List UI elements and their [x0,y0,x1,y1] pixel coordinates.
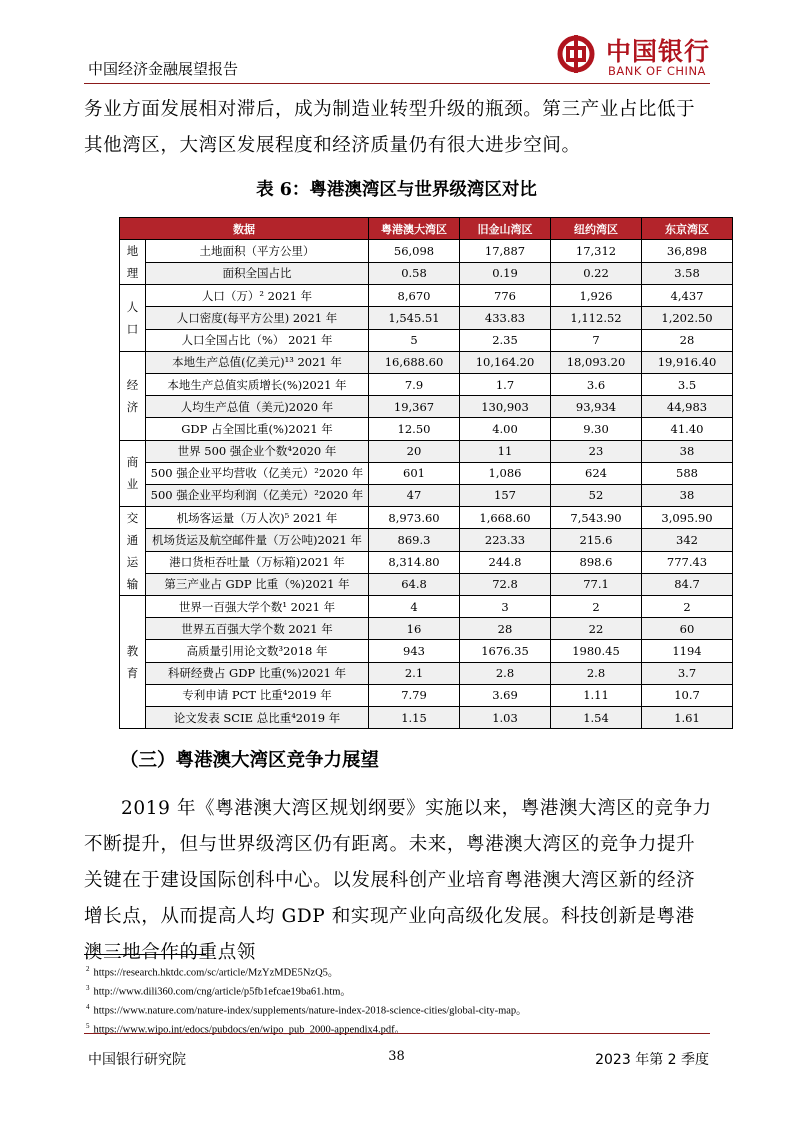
value-cell: 16,688.60 [369,351,460,373]
value-cell: 244.8 [460,551,551,573]
value-cell: 1.61 [642,707,733,729]
value-cell: 898.6 [551,551,642,573]
footer-institute: 中国银行研究院 [88,1052,186,1068]
row-label: 人口密度(每平方公里) 2021 年 [146,307,369,329]
category-cell [120,351,146,440]
value-cell: 47 [369,484,460,506]
value-cell: 130,903 [460,396,551,418]
footer-divider [84,1033,710,1034]
footnote-mark: 2 [86,965,90,973]
value-cell: 1.11 [551,684,642,706]
value-cell: 601 [369,462,460,484]
value-cell: 1.03 [460,707,551,729]
value-cell: 777.43 [642,551,733,573]
table-row [120,551,733,573]
value-cell: 2.1 [369,662,460,684]
paragraph-outlook: 2019 年《粤港澳大湾区规划纲要》实施以来，粤港澳大湾区的竞争力不断提升，但与世界级湾区仍有距离。未来，粤港澳大湾区的竞争力提升关键在于建设国际创科中心。以发展科创产业培育粤港澳大湾区新的经济增长点，从而提高人均 GDP 和实现产业向高级化发展。科技创新是粤港澳三地合作的重点领 [84,798,712,963]
value-cell: 38 [642,484,733,506]
value-cell: 20 [369,440,460,462]
category-label: 人 口 [126,299,139,336]
value-cell: 44,983 [642,396,733,418]
value-cell: 1194 [642,640,733,662]
value-cell: 12.50 [369,418,460,440]
value-cell: 7.9 [369,373,460,395]
bank-logo [556,30,712,82]
value-cell: 16 [369,618,460,640]
table-row [120,596,733,618]
row-label: 本地生产总值(亿美元)¹³ 2021 年 [146,351,369,373]
value-cell: 84.7 [642,573,733,595]
value-cell: 1.54 [551,707,642,729]
value-cell: 8,973.60 [369,507,460,529]
header-cell: 东京湾区 [642,218,733,240]
table-row [120,573,733,595]
row-label: 第三产业占 GDP 比重（%)2021 年 [146,573,369,595]
value-cell: 36,898 [642,240,733,263]
value-cell: 943 [369,640,460,662]
value-cell: 1,926 [551,285,642,307]
value-cell: 0.58 [369,262,460,285]
logo-chinese-text: 中国银行 [606,37,711,66]
value-cell: 38 [642,440,733,462]
value-cell: 28 [642,329,733,351]
value-cell: 2 [642,596,733,618]
bank-of-china-logo-icon [556,34,596,74]
value-cell: 41.40 [642,418,733,440]
table-row [120,640,733,662]
value-cell: 4.00 [460,418,551,440]
category-cell [120,240,146,285]
row-label: 论文发表 SCIE 总比重⁴2019 年 [146,707,369,729]
section-title: （三）粤港澳大湾区竞争力展望 [120,750,380,771]
row-label: 世界一百强大学个数¹ 2021 年 [146,596,369,618]
page-number: 38 [388,1049,405,1064]
row-label: 世界 500 强企业个数⁴2020 年 [146,440,369,462]
value-cell: 4,437 [642,285,733,307]
value-cell: 72.8 [460,573,551,595]
value-cell: 10,164.20 [460,351,551,373]
row-label: 机场货运及航空邮件量（万公吨)2021 年 [146,529,369,551]
footnote-mark: 5 [86,1022,90,1031]
header-cell: 数据 [120,218,369,240]
value-cell: 19,367 [369,396,460,418]
category-cell [120,507,146,596]
row-label: 专利申请 PCT 比重⁴2019 年 [146,684,369,706]
value-cell: 5 [369,329,460,351]
value-cell: 23 [551,440,642,462]
category-label: 地 理 [126,244,139,281]
value-cell: 19,916.40 [642,351,733,373]
value-cell: 1,202.50 [642,307,733,329]
table-row [120,418,733,440]
table-row [120,396,733,418]
logo-english-text: BANK OF CHINA [608,64,706,78]
footnote-link[interactable]: https://www.wipo.int/edocs/pubdocs/en/wipo_pub_2000-appendix4.pdf。 [93,1024,406,1036]
value-cell: 869.3 [369,529,460,551]
report-title: 中国经济金融展望报告 [88,60,239,78]
category-label: 交 通 运 输 [126,511,139,592]
value-cell: 223.33 [460,529,551,551]
row-label: 面积全国占比 [146,262,369,285]
footnote-link[interactable]: https://www.nature.com/nature-index/supplements/nature-index-2018-science-cities/global-city-map。 [93,1005,527,1017]
table-row [120,262,733,285]
table-row [120,373,733,395]
value-cell: 17,887 [460,240,551,263]
value-cell: 3.58 [642,262,733,285]
value-cell: 8,314.80 [369,551,460,573]
row-label: 世界五百强大学个数 2021 年 [146,618,369,640]
row-label: 土地面积（平方公里） [146,240,369,263]
footnote-link[interactable]: http://www.dili360.com/cng/article/p5fb1efcae19ba61.htm。 [93,986,351,998]
footnote [86,1019,527,1038]
value-cell: 3.6 [551,373,642,395]
paragraph-intro: 务业方面发展相对滞后，成为制造业转型升级的瓶颈。第三产业占比低于其他湾区，大湾区发展程度和经济质量仍有很大进步空间。 [84,99,696,156]
value-cell: 624 [551,462,642,484]
value-cell: 2.8 [460,662,551,684]
footnote-mark: 4 [86,1003,90,1012]
value-cell: 3 [460,596,551,618]
value-cell: 56,098 [369,240,460,263]
value-cell: 7,543.90 [551,507,642,529]
value-cell: 433.83 [460,307,551,329]
table-row [120,462,733,484]
value-cell: 8,670 [369,285,460,307]
value-cell: 3.7 [642,662,733,684]
category-cell [120,596,146,729]
value-cell: 60 [642,618,733,640]
row-label: 机场客运量（万人次)⁵ 2021 年 [146,507,369,529]
value-cell: 342 [642,529,733,551]
value-cell: 3.69 [460,684,551,706]
category-label: 商 业 [126,455,139,492]
table-row [120,684,733,706]
row-label: 高质量引用论文数³2018 年 [146,640,369,662]
footnote-link[interactable]: https://research.hktdc.com/sc/article/MzYzMDE5NzQ5。 [93,967,339,979]
row-label: 人口全国占比（%） 2021 年 [146,329,369,351]
table-row [120,329,733,351]
footnote [86,981,527,1000]
value-cell: 77.1 [551,573,642,595]
table-row [120,484,733,506]
value-cell: 2 [551,596,642,618]
value-cell: 7.79 [369,684,460,706]
row-label: 科研经费占 GDP 比重(%)2021 年 [146,662,369,684]
table-row [120,707,733,729]
value-cell: 1,086 [460,462,551,484]
value-cell: 11 [460,440,551,462]
category-label: 经 济 [126,377,139,414]
table-row [120,240,733,263]
footnote [86,962,527,981]
table-row [120,618,733,640]
row-label: 500 强企业平均营收（亿美元）²2020 年 [146,462,369,484]
value-cell: 1,545.51 [369,307,460,329]
value-cell: 215.6 [551,529,642,551]
table-title: 表 6：粤港澳湾区与世界级湾区对比 [256,180,537,200]
value-cell: 1,112.52 [551,307,642,329]
value-cell: 52 [551,484,642,506]
value-cell: 3.5 [642,373,733,395]
value-cell: 1676.35 [460,640,551,662]
table-row [120,307,733,329]
value-cell: 7 [551,329,642,351]
footer-quarter: 2023 年第 2 季度 [595,1052,709,1068]
value-cell: 3,095.90 [642,507,733,529]
bay-area-comparison-table [119,217,733,729]
footnote-divider [84,954,206,955]
value-cell: 93,934 [551,396,642,418]
value-cell: 28 [460,618,551,640]
value-cell: 2.8 [551,662,642,684]
value-cell: 2.35 [460,329,551,351]
value-cell: 17,312 [551,240,642,263]
category-cell [120,285,146,352]
value-cell: 1.15 [369,707,460,729]
value-cell: 0.22 [551,262,642,285]
row-label: 本地生产总值实质增长(%)2021 年 [146,373,369,395]
category-cell [120,440,146,507]
header-divider [84,83,710,84]
row-label: 港口货柜吞吐量（万标箱)2021 年 [146,551,369,573]
header-cell: 纽约湾区 [551,218,642,240]
category-label: 教 育 [126,644,139,681]
row-label: 人口（万）² 2021 年 [146,285,369,307]
value-cell: 1.7 [460,373,551,395]
value-cell: 22 [551,618,642,640]
table-row [120,440,733,462]
value-cell: 1,668.60 [460,507,551,529]
header-cell: 粤港澳大湾区 [369,218,460,240]
value-cell: 157 [460,484,551,506]
value-cell: 64.8 [369,573,460,595]
row-label: GDP 占全国比重(%)2021 年 [146,418,369,440]
table-row [120,662,733,684]
table-row [120,285,733,307]
footnotes [86,962,527,1038]
header-cell: 旧金山湾区 [460,218,551,240]
value-cell: 588 [642,462,733,484]
value-cell: 4 [369,596,460,618]
value-cell: 776 [460,285,551,307]
row-label: 人均生产总值（美元)2020 年 [146,396,369,418]
value-cell: 0.19 [460,262,551,285]
table-row [120,351,733,373]
footnote [86,1000,527,1019]
table-row [120,529,733,551]
value-cell: 9.30 [551,418,642,440]
value-cell: 10.7 [642,684,733,706]
footnote-mark: 3 [86,984,90,993]
value-cell: 1980.45 [551,640,642,662]
value-cell: 18,093.20 [551,351,642,373]
row-label: 500 强企业平均利润（亿美元）²2020 年 [146,484,369,506]
table-header-row [120,218,733,240]
table-row [120,507,733,529]
